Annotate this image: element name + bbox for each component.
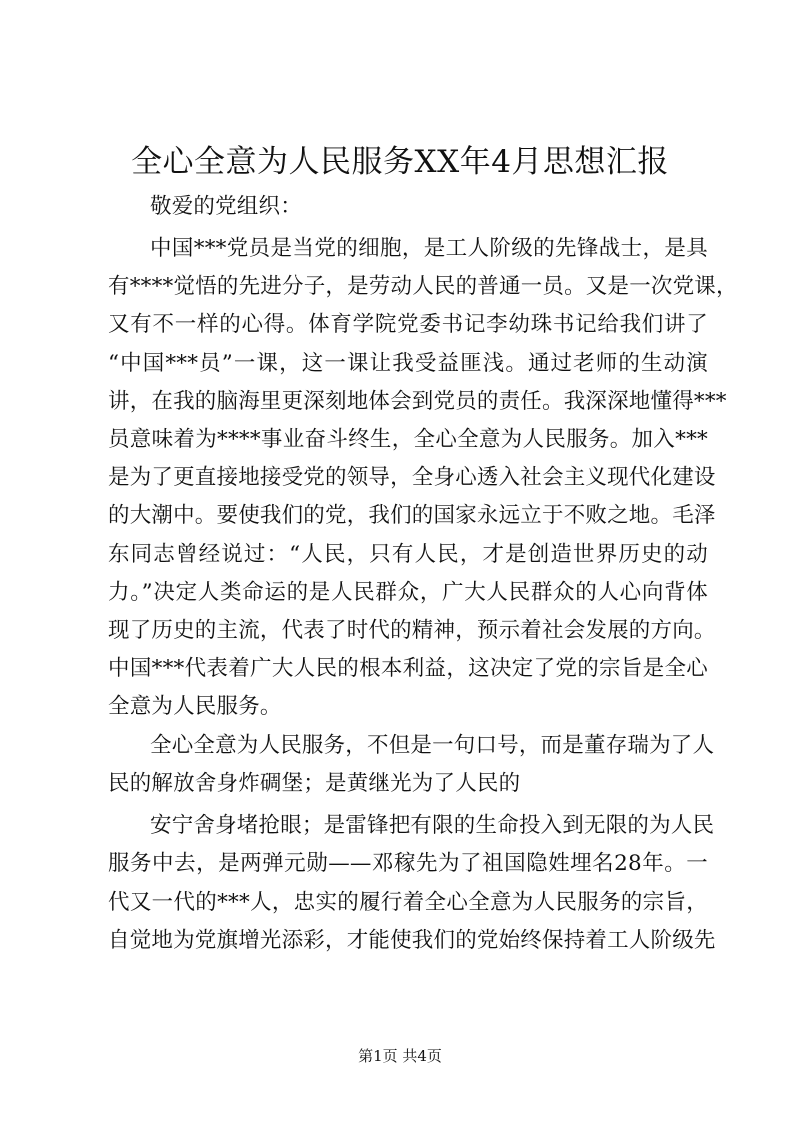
body-line: 现了历史的主流，代表了时代的精神，预示着社会发展的方向。 (108, 618, 716, 643)
body-line: 安宁舍身堵抢眼；是雷锋把有限的生命投入到无限的为人民 (150, 813, 715, 838)
document-title: 全心全意为人民服务XX年4月思想汇报 (131, 144, 669, 180)
page-number-footer: 第1页 共4页 (358, 1047, 442, 1065)
body-line: 力。”决定人类命运的是人民群众，广大人民群众的人心向背体 (108, 580, 708, 605)
body-line: 的大潮中。要使我们的党，我们的国家永远立于不败之地。毛泽 (108, 503, 716, 528)
body-line: 服务中去，是两弹元勋——邓稼先为了祖国隐姓埋名28年。一 (108, 851, 708, 876)
body-line: 全心全意为人民服务，不但是一句口号，而是董存瑞为了人 (150, 733, 715, 758)
body-line: 中国***党员是当党的细胞，是工人阶级的先锋战士，是具 (150, 236, 708, 261)
body-line: 中国***代表着广大人民的根本利益，这决定了党的宗旨是全心 (108, 656, 708, 681)
body-line: 员意味着为****事业奋斗终生，全心全意为人民服务。加入*** (108, 427, 708, 452)
salutation: 敬爱的党组织： (150, 194, 302, 219)
body-line: 东同志曾经说过：“人民，只有人民，才是创造世界历史的动 (108, 542, 708, 567)
body-line: 民的解放舍身炸碉堡；是黄继光为了人民的 (108, 771, 521, 796)
body-line: 有****觉悟的先进分子，是劳动人民的普通一员。又是一次党课， (108, 274, 738, 299)
body-line: “中国***员”一课，这一课让我受益匪浅。通过老师的生动演 (108, 351, 708, 376)
body-line: 是为了更直接地接受党的领导，全身心透入社会主义现代化建设 (108, 465, 716, 490)
body-line: 自觉地为党旗增光添彩，才能使我们的党始终保持着工人阶级先 (108, 928, 716, 953)
body-line: 讲，在我的脑海里更深刻地体会到党员的责任。我深深地懂得*** (108, 389, 727, 414)
body-line: 代又一代的***人，忠实的履行着全心全意为人民服务的宗旨， (108, 890, 708, 915)
body-line: 又有不一样的心得。体育学院党委书记李幼珠书记给我们讲了 (108, 312, 708, 337)
body-line: 全意为人民服务。 (108, 694, 282, 719)
